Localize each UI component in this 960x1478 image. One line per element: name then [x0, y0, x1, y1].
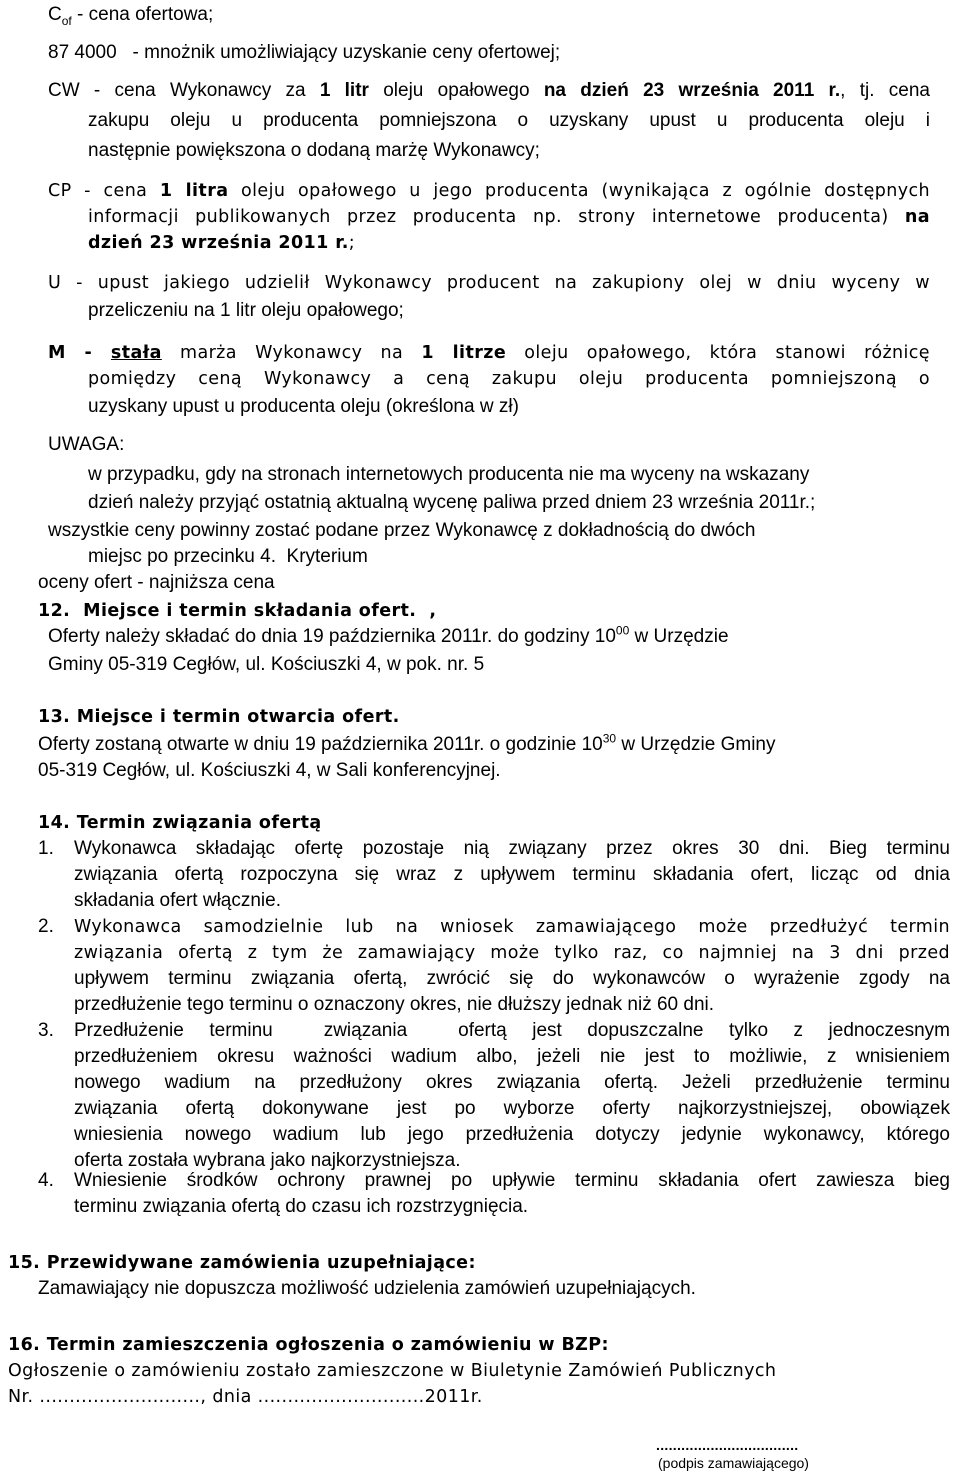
- section-14-item1-line: składania ofert włącznie.: [74, 890, 281, 911]
- section-16-heading: 16. Termin zamieszczenia ogłoszenia o zamówieniu w BZP:: [8, 1335, 609, 1355]
- section-16-line1: Ogłoszenie o zamówieniu zostało zamieszczone w Biuletynie Zamówień Publicznych: [8, 1361, 777, 1381]
- section-14-item2-line: związania ofertą z tym że zamawiający może tylko raz, co najmniej na 3 dni przed: [74, 943, 950, 963]
- section-14-item1-number: 1.: [38, 838, 54, 859]
- section-14-item1-line: związania ofertą rozpoczyna się wraz z upływem terminu składania ofert, licząc od dnia: [74, 864, 950, 885]
- uwaga-label: UWAGA:: [48, 434, 125, 455]
- definition-multiplier: 87 4000 - mnożnik umożliwiający uzyskanie ceny ofertowej;: [48, 42, 561, 63]
- uwaga-line4: miejsc po przecinku 4. Kryterium: [88, 546, 368, 567]
- definition-cw: CW - cena Wykonawcy za 1 litr oleju opałowego na dzień 23 września 2011 r., tj. cena: [48, 80, 930, 101]
- definition-m: M - stała marża Wykonawcy na 1 litrze oleju opałowego, która stanowi różnicę: [48, 343, 930, 363]
- uwaga-line5: oceny ofert - najniższa cena: [38, 572, 275, 593]
- definition-cp: CP - cena 1 litra oleju opałowego u jego producenta (wynikająca z ogólnie dostępnych: [48, 181, 931, 201]
- section-14-item4-number: 4.: [38, 1170, 54, 1191]
- definition-cof: $C_{of}$ - cena ofertowa;: [48, 4, 214, 28]
- section-14-heading: 14. Termin związania ofertą: [38, 813, 322, 833]
- section-14-item2-line: Wykonawca samodzielnie lub na wniosek zamawiającego może przedłużyć termin: [74, 917, 950, 937]
- section-13-line1: Oferty zostaną otwarte w dniu 19 października 2011r. o godzinie $10^{30}$ w Urzędzie Gminy: [38, 731, 776, 755]
- section-13-line2: 05-319 Cegłów, ul. Kościuszki 4, w Sali konferencyjnej.: [38, 760, 501, 781]
- uwaga-line3: wszystkie ceny powinny zostać podane przez Wykonawcę z dokładnością do dwóch: [48, 520, 756, 541]
- section-16-line2: Nr. ..........................., dnia ............................2011r.: [8, 1387, 483, 1407]
- section-15-line1: Zamawiający nie dopuszcza możliwość udzielenia zamówień uzupełniających.: [38, 1278, 696, 1299]
- definition-m-line3: uzyskany upust u producenta oleju (określona w zł): [88, 396, 519, 417]
- section-14-item4-line: terminu związania ofertą do czasu ich rozstrzygnięcia.: [74, 1196, 529, 1217]
- definition-cw-line2: zakupu oleju u producenta pomniejszona o uzyskany upust u producenta oleju i: [88, 110, 930, 131]
- section-14-item3-number: 3.: [38, 1020, 54, 1041]
- definition-cw-line3: następnie powiększona o dodaną marżę Wykonawcy;: [88, 140, 540, 161]
- section-14-item2-number: 2.: [38, 916, 54, 937]
- uwaga-line1: w przypadku, gdy na stronach internetowych producenta nie ma wyceny na wskazany: [88, 464, 810, 485]
- definition-u-line2: przeliczeniu na 1 litr oleju opałowego;: [88, 300, 404, 321]
- section-14-item3-line: związania ofertą dokonywane jest po wyborze oferty najkorzystniejszej, obowiązek: [74, 1098, 950, 1119]
- section-14-item1-line: Wykonawca składając ofertę pozostaje nią związany przez okres 30 dni. Bieg terminu: [74, 838, 950, 859]
- definition-cp-line2: informacji publikowanych przez producenta np. strony internetowe producenta) na: [88, 207, 930, 227]
- section-14-item2-line: upływem terminu związania ofertą, zwrócić się do wykonawców o wyrażenie zgody na: [74, 968, 950, 989]
- section-14-item2-line: przedłużenie tego terminu o oznaczony okres, nie dłuższy jednak niż 60 dni.: [74, 994, 715, 1015]
- section-15-heading: 15. Przewidywane zamówienia uzupełniające:: [8, 1253, 476, 1273]
- definition-u: U - upust jakiego udzielił Wykonawcy producent na zakupiony olej w dniu wyceny w: [48, 273, 930, 293]
- section-12-heading: 12. Miejsce i termin składania ofert. ,: [38, 601, 437, 621]
- section-12-line1: Oferty należy składać do dnia 19 października 2011r. do godziny $10^{00}$ w Urzędzie: [48, 623, 729, 647]
- signature-line: ..................................: [656, 1437, 799, 1453]
- section-14-item3-line: oferta została wybrana jako najkorzystniejsza.: [74, 1150, 461, 1171]
- signature-caption: (podpis zamawiającego): [658, 1455, 809, 1471]
- definition-cp-line3: dzień 23 września 2011 r.;: [88, 233, 356, 253]
- section-12-line2: Gminy 05-319 Cegłów, ul. Kościuszki 4, w pok. nr. 5: [48, 654, 485, 675]
- section-14-item3-line: nowego wadium na przedłużony okres związania ofertą. Jeżeli przedłużenie terminu: [74, 1072, 950, 1093]
- section-14-item3-line: przedłużeniem okresu ważności wadium albo, jeżeli nie jest to możliwie, z wnisieniem: [74, 1046, 950, 1067]
- section-14-item4-line: Wniesienie środków ochrony prawnej po upływie terminu składania ofert zawiesza bieg: [74, 1170, 950, 1191]
- definition-m-line2: pomiędzy ceną Wykonawcy a ceną zakupu oleju producenta pomniejszoną o: [88, 369, 930, 389]
- section-14-item3-line: wniesienia nowego wadium lub jego przedłużenia dotyczy jedynie wykonawcy, którego: [74, 1124, 950, 1145]
- section-13-heading: 13. Miejsce i termin otwarcia ofert.: [38, 707, 400, 727]
- section-14-item3-line: Przedłużenie terminu związania ofertą jest dopuszczalne tylko z jednoczesnym: [74, 1020, 950, 1041]
- uwaga-line2: dzień należy przyjąć ostatnią aktualną wycenę paliwa przed dniem 23 września 2011r.;: [88, 492, 816, 513]
